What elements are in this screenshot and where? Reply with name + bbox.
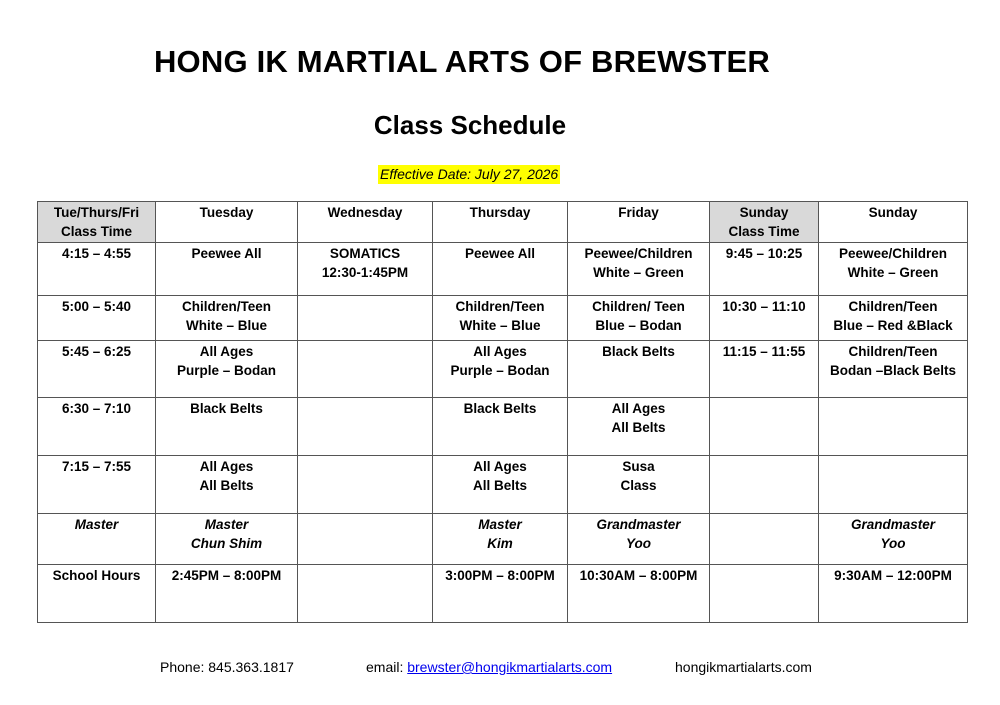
header-text: Sunday xyxy=(868,205,918,220)
header-text: Friday xyxy=(618,205,659,220)
cell-text: Purple – Bodan xyxy=(176,363,276,378)
cell-text: Master xyxy=(74,517,119,532)
cell-text: 12:30-1:45PM xyxy=(321,265,409,280)
cell-text: Yoo xyxy=(626,536,651,551)
cell-text: White – Blue xyxy=(459,318,541,333)
table-row xyxy=(38,398,968,456)
table-cell xyxy=(433,456,568,514)
table-cell xyxy=(433,296,568,341)
table-cell xyxy=(710,243,819,296)
header-text: Class Time xyxy=(728,224,800,239)
table-cell xyxy=(38,341,156,398)
cell-text: Yoo xyxy=(880,536,906,551)
cell-text: 10:30 – 11:10 xyxy=(722,299,806,314)
table-cell xyxy=(568,341,710,398)
cell-text: Children/Teen xyxy=(848,299,938,314)
cell-text: Susa xyxy=(622,459,655,474)
cell-text: 11:15 – 11:55 xyxy=(722,344,806,359)
table-cell xyxy=(38,514,156,565)
table-cell xyxy=(568,296,710,341)
table-cell xyxy=(298,296,433,341)
table-cell xyxy=(710,456,819,514)
cell-text: 4:15 – 4:55 xyxy=(61,246,132,261)
header-thursday xyxy=(433,202,568,243)
cell-text: Children/ Teen xyxy=(592,299,685,314)
cell-text: 5:00 – 5:40 xyxy=(61,299,132,314)
cell-text: Purple – Bodan xyxy=(450,363,550,378)
cell-text: All Ages xyxy=(199,459,254,474)
table-cell xyxy=(156,243,298,296)
cell-text: Chun Shim xyxy=(190,536,263,551)
header-text: Wednesday xyxy=(327,205,403,220)
table-cell xyxy=(819,565,968,623)
cell-text: 9:45 – 10:25 xyxy=(725,246,803,261)
table-cell xyxy=(710,296,819,341)
table-cell xyxy=(433,565,568,623)
table-row xyxy=(38,514,968,565)
cell-text: Class xyxy=(620,478,657,493)
cell-text: 9:30AM – 12:00PM xyxy=(834,568,952,583)
class-schedule-table xyxy=(37,201,968,623)
cell-text: 3:00PM – 8:00PM xyxy=(445,568,555,583)
effective-date: Effective Date: July 27, 2026 xyxy=(380,166,559,182)
page-subtitle: Class Schedule xyxy=(373,110,567,140)
table-cell xyxy=(156,341,298,398)
table-cell xyxy=(433,514,568,565)
cell-text: All Ages xyxy=(473,344,527,359)
cell-text: School Hours xyxy=(52,568,141,583)
cell-text: All Ages xyxy=(473,459,527,474)
cell-text: All Belts xyxy=(199,478,254,493)
cell-text: Grandmaster xyxy=(850,517,936,532)
cell-text: All Ages xyxy=(199,344,254,359)
table-cell xyxy=(819,514,968,565)
table-cell xyxy=(156,398,298,456)
table-cell xyxy=(38,243,156,296)
cell-text: Peewee All xyxy=(191,246,262,261)
table-cell xyxy=(819,456,968,514)
cell-text: Kim xyxy=(487,536,513,551)
cell-text: Peewee/Children xyxy=(838,246,948,261)
table-cell xyxy=(568,514,710,565)
table-cell xyxy=(38,398,156,456)
header-tuesday xyxy=(156,202,298,243)
footer-phone: Phone: 845.363.1817 xyxy=(160,659,294,675)
table-cell xyxy=(298,398,433,456)
table-cell xyxy=(156,565,298,623)
cell-text: Grandmaster xyxy=(596,517,681,532)
cell-text: Peewee All xyxy=(464,246,536,261)
footer-email xyxy=(366,659,612,675)
cell-text: Black Belts xyxy=(602,344,675,359)
table-cell xyxy=(433,243,568,296)
cell-text: 10:30AM – 8:00PM xyxy=(579,568,698,583)
cell-text: Children/Teen xyxy=(181,299,271,314)
cell-text: 2:45PM – 8:00PM xyxy=(171,568,282,583)
table-row xyxy=(38,296,968,341)
cell-text: 6:30 – 7:10 xyxy=(61,401,132,416)
header-text: Sunday xyxy=(739,205,789,220)
table-row xyxy=(38,243,968,296)
table-cell xyxy=(819,398,968,456)
table-cell xyxy=(298,565,433,623)
email-link[interactable]: brewster@hongikmartialarts.com xyxy=(407,659,613,675)
cell-text: 7:15 – 7:55 xyxy=(61,459,132,474)
table-cell xyxy=(568,398,710,456)
cell-text: White – Blue xyxy=(185,318,267,333)
page-title: HONG IK MARTIAL ARTS OF BREWSTER xyxy=(153,44,771,79)
cell-text: Children/Teen xyxy=(848,344,938,359)
cell-text: SOMATICS xyxy=(329,246,401,261)
header-weekday-class-time xyxy=(38,202,156,243)
table-cell xyxy=(433,398,568,456)
footer-email-label: email: xyxy=(366,659,408,675)
header-friday xyxy=(568,202,710,243)
table-cell xyxy=(38,296,156,341)
table-cell xyxy=(38,565,156,623)
table-cell xyxy=(710,514,819,565)
header-wednesday xyxy=(298,202,433,243)
table-cell xyxy=(38,456,156,514)
table-cell xyxy=(568,456,710,514)
cell-text: Bodan –Black Belts xyxy=(829,363,957,378)
table-row xyxy=(38,456,968,514)
cell-text: All Ages xyxy=(611,401,666,416)
cell-text: 5:45 – 6:25 xyxy=(61,344,132,359)
cell-text: All Belts xyxy=(611,420,666,435)
table-cell xyxy=(156,514,298,565)
table-cell xyxy=(156,456,298,514)
header-sunday-class-time xyxy=(710,202,819,243)
table-cell xyxy=(433,341,568,398)
table-cell xyxy=(710,341,819,398)
table-cell xyxy=(298,243,433,296)
header-text: Tue/Thurs/Fri xyxy=(53,205,140,220)
table-cell xyxy=(819,296,968,341)
table-cell xyxy=(819,341,968,398)
header-text: Tuesday xyxy=(199,205,254,220)
cell-text: Black Belts xyxy=(190,401,263,416)
cell-text: Blue – Bodan xyxy=(595,318,682,333)
header-text: Class Time xyxy=(60,224,133,239)
table-row xyxy=(38,565,968,623)
header-text: Thursday xyxy=(469,205,531,220)
cell-text: Blue – Red &Black xyxy=(833,318,953,333)
cell-text: Black Belts xyxy=(463,401,537,416)
header-row xyxy=(38,202,968,243)
footer-website: hongikmartialarts.com xyxy=(675,659,812,675)
table-cell xyxy=(156,296,298,341)
table-cell xyxy=(568,243,710,296)
cell-text: White – Green xyxy=(593,265,684,280)
cell-text: All Belts xyxy=(472,478,527,493)
cell-text: Peewee/Children xyxy=(584,246,693,261)
table-cell xyxy=(298,514,433,565)
table-cell xyxy=(298,341,433,398)
table-cell xyxy=(710,565,819,623)
table-cell xyxy=(710,398,819,456)
table-row xyxy=(38,341,968,398)
table-cell xyxy=(819,243,968,296)
cell-text: Children/Teen xyxy=(455,299,545,314)
cell-text: Master xyxy=(478,517,522,532)
table-cell xyxy=(568,565,710,623)
table-cell xyxy=(298,456,433,514)
cell-text: White – Green xyxy=(847,265,939,280)
cell-text: Master xyxy=(204,517,249,532)
header-sunday xyxy=(819,202,968,243)
